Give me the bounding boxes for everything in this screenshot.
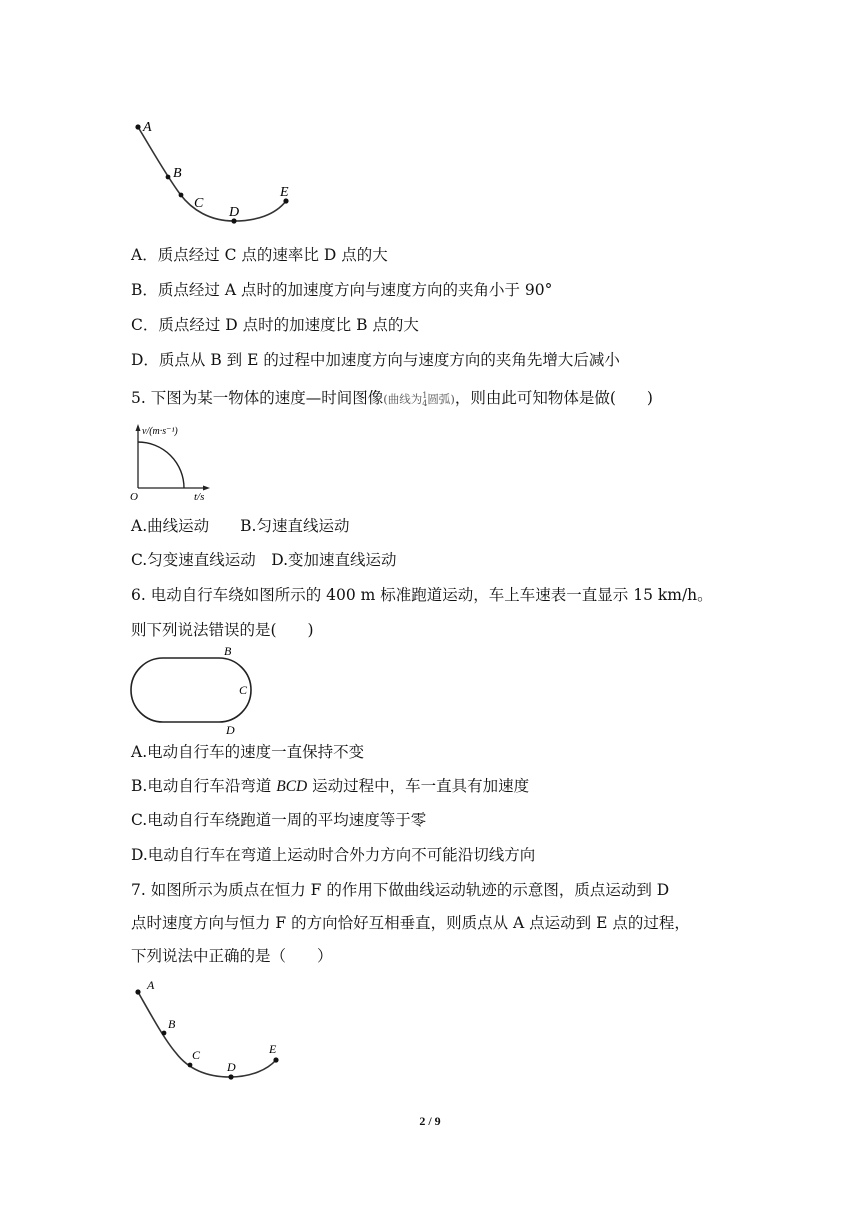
q6-option-d: D.电动自行车在弯道上运动时合外力方向不可能沿切线方向 xyxy=(131,846,536,864)
q7-trajectory-curve xyxy=(138,992,276,1077)
q7-point-e xyxy=(273,1057,278,1062)
q6-stem-line2: 则下列说法错误的是( ) xyxy=(131,621,314,639)
trajectory-curve xyxy=(138,127,286,221)
q7-stem-line2: 点时速度方向与恒力 F 的方向恰好互相垂直，则质点从 A 点运动到 E 点的过程， xyxy=(131,914,690,932)
q4-option-a: A．质点经过 C 点的速率比 D 点的大 xyxy=(131,246,388,264)
v-axis-arrow xyxy=(136,424,141,431)
track-label-d: D xyxy=(226,723,235,736)
label-e: E xyxy=(280,185,289,200)
track-label-c: C xyxy=(239,683,248,697)
trajectory-figure-q7 xyxy=(130,975,290,1085)
track-outline xyxy=(131,658,251,722)
q5-stem-after: ，则由此可知物体是做( ) xyxy=(454,389,653,407)
point-c xyxy=(179,193,184,198)
page-number: 2 / 9 xyxy=(419,1114,441,1128)
q6-option-a: A.电动自行车的速度一直保持不变 xyxy=(131,743,365,761)
q7-label-c: C xyxy=(192,1048,201,1062)
q7-stem-line1: 7. 如图所示为质点在恒力 F 的作用下做曲线运动轨迹的示意图，质点运动到 D xyxy=(131,881,670,899)
q6-bcd: BCD xyxy=(276,778,308,795)
q5-options-row1: A.曲线运动 B.匀速直线运动 xyxy=(131,517,350,535)
q7-point-c xyxy=(188,1063,193,1068)
track-label-b: B xyxy=(224,644,232,658)
q7-point-b xyxy=(162,1031,167,1036)
vt-graph xyxy=(128,422,228,504)
quarter-circle xyxy=(138,442,184,488)
q4-option-b: B．质点经过 A 点时的加速度方向与速度方向的夹角小于 90° xyxy=(131,281,553,299)
q5-stem xyxy=(131,388,653,409)
q5-options-row2: C.匀变速直线运动 D.变加速直线运动 xyxy=(131,551,397,569)
label-a: A xyxy=(143,120,152,135)
q6-stem-line1: 6. 电动自行车绕如图所示的 400 m 标准跑道运动，车上车速表一直显示 15 km/h。 xyxy=(131,586,713,604)
q4-option-d: D．质点从 B 到 E 的过程中加速度方向与速度方向的夹角先增大后减小 xyxy=(131,351,620,369)
track-figure xyxy=(128,644,268,736)
label-c: C xyxy=(194,196,204,211)
label-b: B xyxy=(173,166,182,181)
q7-stem-line3: 下列说法中正确的是（ ） xyxy=(131,947,333,965)
q7-point-a xyxy=(135,989,140,994)
graph-xlabel: t/s xyxy=(194,491,205,503)
point-a xyxy=(135,124,140,129)
graph-origin: O xyxy=(130,491,138,503)
trajectory-figure-top xyxy=(130,115,300,230)
graph-ylabel: v/(m·s⁻¹) xyxy=(142,426,178,437)
q7-label-d: D xyxy=(227,1060,236,1074)
q5-fraction: 1 4 xyxy=(422,391,428,408)
q6-option-c: C.电动自行车绕跑道一周的平均速度等于零 xyxy=(131,811,427,829)
label-d: D xyxy=(229,205,240,220)
q7-label-b: B xyxy=(168,1017,176,1031)
q4-option-c: C．质点经过 D 点时的加速度比 B 点的大 xyxy=(131,316,419,334)
q7-label-a: A xyxy=(147,978,155,992)
q7-label-e: E xyxy=(269,1042,277,1056)
q6-option-b: B.电动自行车沿弯道 BCD 运动过程中，车一直具有加速度 xyxy=(131,777,530,795)
q7-point-d xyxy=(228,1074,233,1079)
q5-note: (曲线为 1 4 圆弧) xyxy=(383,391,455,408)
t-axis-arrow xyxy=(203,486,210,491)
q5-stem-before: 5. 下图为某一物体的速度—时间图像 xyxy=(131,389,384,407)
point-b xyxy=(166,175,171,180)
